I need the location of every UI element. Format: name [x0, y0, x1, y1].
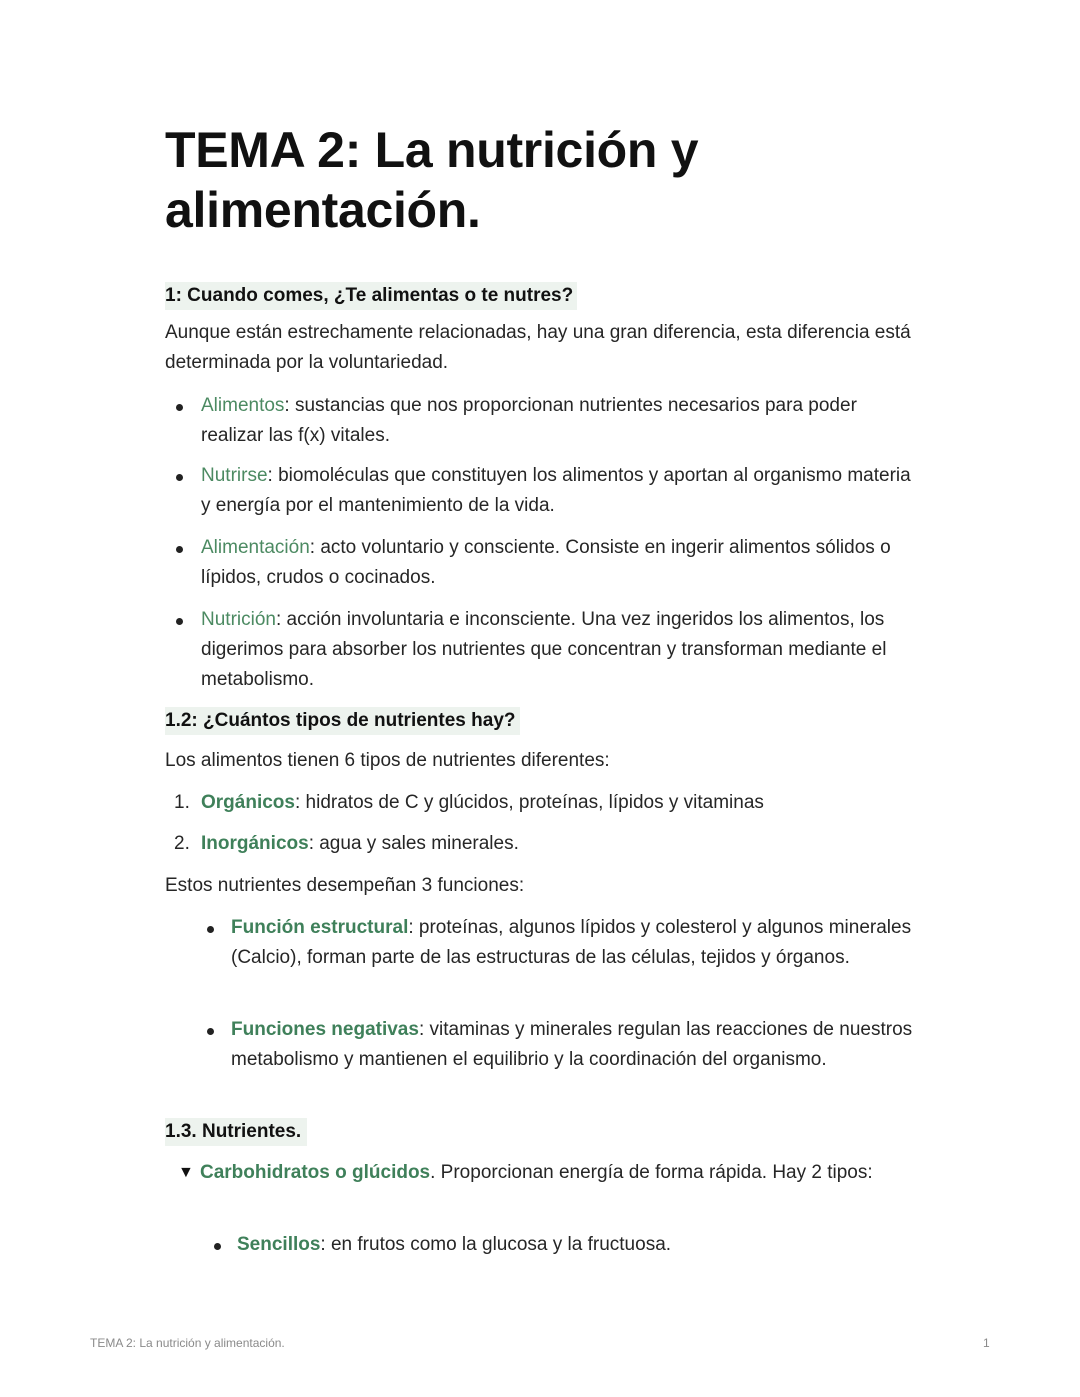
term-nutricion: Nutrición — [201, 609, 276, 630]
section-heading-2: 1.2: ¿Cuántos tipos de nutrientes hay? — [165, 707, 520, 735]
item-text: : vitaminas y minerales regulan las reacciones de nuestros metabolismo y mantienen el equilibrio y la coordinación del organismo. — [231, 1019, 913, 1070]
toggle-triangle-icon[interactable]: ▼ — [178, 1164, 194, 1181]
functions-intro: Estos nutrientes desempeñan 3 funciones: — [165, 875, 525, 896]
item-text: : acto voluntario y consciente. Consiste en ingerir alimentos sólidos o lípidos, crudos o cocinados. — [201, 537, 891, 588]
term-nutrirse: Nutrirse — [201, 465, 268, 486]
bullet-icon — [176, 618, 183, 625]
term-sencillos: Sencillos — [237, 1234, 321, 1255]
page-number: 1 — [983, 1336, 990, 1350]
list-number: 1. — [174, 792, 190, 813]
numbered-item — [201, 829, 921, 859]
bullet-icon — [207, 1028, 214, 1035]
section-1-intro: Aunque están estrechamente relacionadas, hay una gran diferencia, esta diferencia está determinada por la voluntariedad. — [165, 322, 911, 373]
item-text: : acción involuntaria e inconsciente. Una vez ingeridos los alimentos, los digerimos para absorber los nutrientes que concentran y transforman mediante el metabolismo. — [201, 609, 887, 690]
bullet-icon — [176, 546, 183, 553]
item-text: : hidratos de C y glúcidos, proteínas, lípidos y vitaminas — [294, 792, 764, 813]
term-funciones-negativas: Funciones negativas — [231, 1019, 419, 1040]
term-organicos: Orgánicos — [201, 792, 295, 813]
bullet-icon — [214, 1243, 221, 1250]
page-title: TEMA 2: La nutrición y alimentación. — [165, 122, 699, 238]
bullet-icon — [176, 474, 183, 481]
term-carbohidratos: Carbohidratos o glúcidos — [200, 1162, 431, 1183]
term-inorganicos: Inorgánicos — [201, 833, 309, 854]
list-item — [201, 391, 921, 451]
term-alimentos: Alimentos — [201, 395, 285, 416]
list-item — [201, 461, 921, 521]
footer-title: TEMA 2: La nutrición y alimentación. — [90, 1336, 285, 1350]
item-text: : agua y sales minerales. — [308, 833, 519, 854]
section-2-intro: Los alimentos tienen 6 tipos de nutrientes diferentes: — [165, 750, 610, 771]
list-item — [201, 533, 921, 593]
toggle-block[interactable] — [179, 1158, 899, 1188]
section-heading-3: 1.3. Nutrientes. — [165, 1118, 307, 1146]
section-heading-1: 1: Cuando comes, ¿Te alimentas o te nutres? — [165, 282, 577, 310]
item-text: : biomoléculas que constituyen los alimentos y aportan al organismo materia y energía por el mantenimiento de la vida. — [201, 465, 911, 516]
item-text: : proteínas, algunos lípidos y colesterol y algunos minerales (Calcio), forman parte de las estructuras de las células, tejidos y órganos. — [231, 917, 912, 968]
list-item — [231, 913, 931, 973]
item-text: : en frutos como la glucosa y la fructuosa. — [320, 1234, 672, 1255]
term-funcion-estructural: Función estructural — [231, 917, 409, 938]
item-text: . Proporcionan energía de forma rápida. Hay 2 tipos: — [430, 1162, 873, 1183]
term-alimentacion: Alimentación — [201, 537, 310, 558]
item-text: : sustancias que nos proporcionan nutrientes necesarios para poder realizar las f(x) vitales. — [201, 395, 857, 446]
bullet-icon — [207, 926, 214, 933]
numbered-item — [201, 788, 921, 818]
bullet-icon — [176, 404, 183, 411]
list-item — [201, 605, 921, 695]
list-item — [231, 1015, 921, 1075]
list-item — [237, 1230, 897, 1260]
list-number: 2. — [174, 833, 190, 854]
